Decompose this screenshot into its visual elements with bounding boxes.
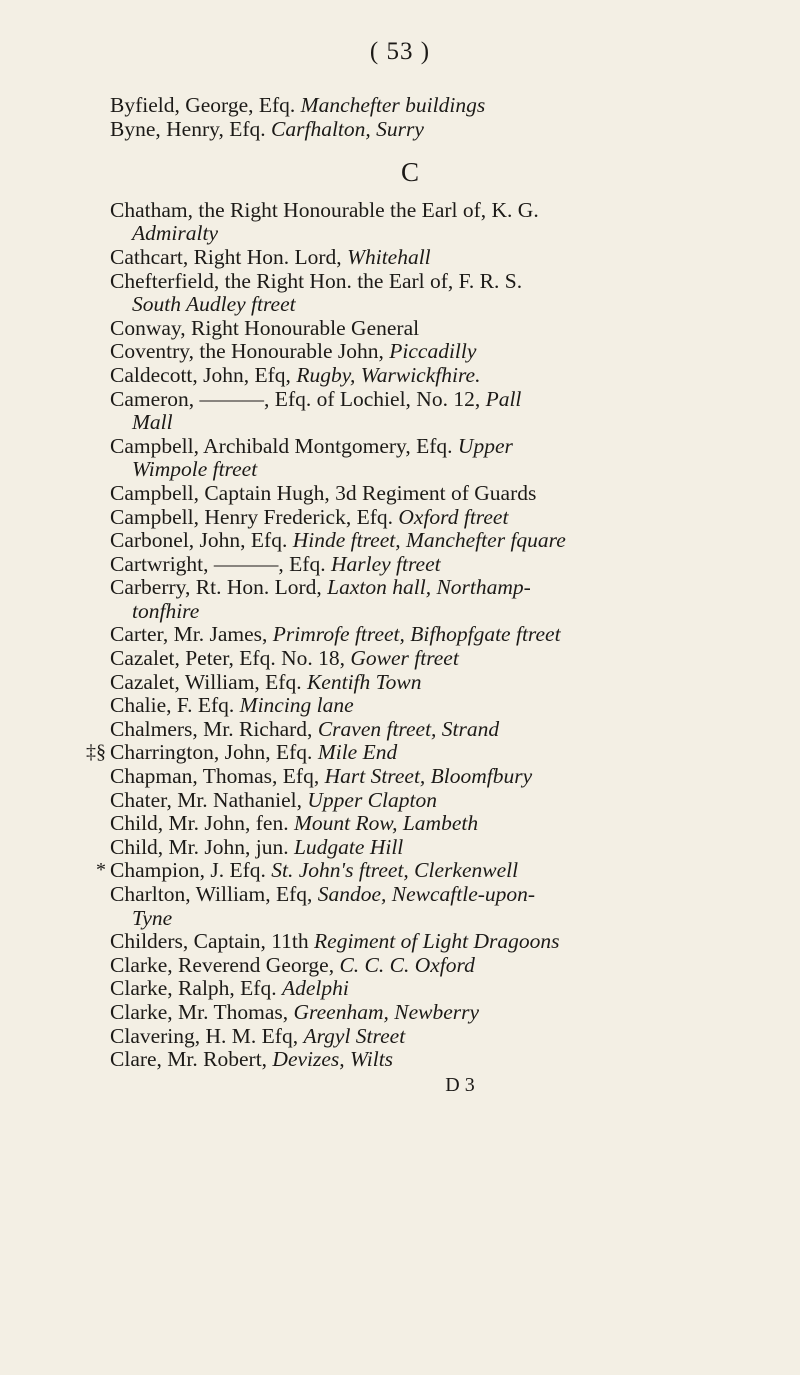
list-item — [110, 482, 750, 506]
entry-name: Child, Mr. John, fen. — [110, 811, 289, 836]
top-entries — [110, 94, 750, 141]
c-entries — [86, 197, 750, 1072]
list-item — [110, 1001, 750, 1025]
list-item — [110, 977, 750, 1001]
entry-address: Hart Street, Bloomfbury — [324, 764, 533, 789]
entry-address: Hinde ftreet, Manchefter fquare — [292, 528, 566, 553]
entry-address: Laxton hall, Northamp- — [327, 575, 531, 600]
entry-address: Craven ftreet, Strand — [317, 716, 500, 741]
entry-name: Cartwright, ———, Efq. — [110, 551, 326, 576]
list-item — [86, 740, 750, 765]
list-item — [110, 388, 750, 435]
entry-name: Cathcart, Right Hon. Lord, — [110, 244, 342, 269]
entry-name: Clarke, Reverend George, — [110, 952, 335, 977]
entry-name: Chalmers, Mr. Richard, — [110, 716, 313, 741]
entry-name: Charlton, William, Efq, — [110, 882, 313, 906]
entry-address-continued: South Audley ftreet — [132, 292, 296, 317]
list-item — [96, 858, 750, 883]
entry-address: Adelphi — [281, 976, 349, 1001]
entry-marker: * — [96, 859, 106, 882]
list-item — [110, 529, 750, 553]
entry-name: Campbell, Henry Frederick, Efq. — [110, 504, 393, 529]
entry-name: Chapman, Thomas, Efq, — [110, 764, 320, 789]
entry-address: Mount Row, Lambeth — [293, 811, 479, 836]
list-item — [110, 1048, 750, 1072]
list-item — [110, 118, 750, 142]
entry-name: Clarke, Ralph, Efq. — [110, 976, 277, 1001]
list-item — [110, 647, 750, 671]
entry-name: Campbell, Archibald Montgomery, Efq. — [110, 433, 453, 458]
list-item — [110, 94, 750, 118]
list-item — [110, 812, 750, 836]
entry-name: Clare, Mr. Robert, — [110, 1047, 268, 1072]
entry-name: Cameron, ———, Efq. of Lochiel, No. 12, — [110, 386, 481, 411]
entry-address: Carfhalton, Surry — [271, 116, 424, 141]
entry-address: Piccadilly — [389, 339, 477, 364]
entry-name: Carter, Mr. James, — [110, 622, 268, 647]
entry-address: Kentifh Town — [306, 669, 422, 694]
entry-address: Devizes, Wilts — [272, 1047, 394, 1072]
entry-address: Upper Clapton — [307, 787, 437, 812]
entry-name: Conway, Right Honourable General — [110, 315, 420, 340]
entry-name: Byfield, George, Efq. — [110, 93, 296, 117]
entry-name: Clarke, Mr. Thomas, — [110, 999, 289, 1024]
entry-address: Argyl Street — [303, 1023, 406, 1048]
entry-name: Charrington, John, Efq. — [110, 740, 313, 765]
entry-name: Chalie, F. Efq. — [110, 693, 235, 718]
signature-mark: D 3 — [445, 1073, 475, 1096]
entry-address: Upper — [457, 433, 513, 458]
list-item — [110, 954, 750, 978]
entry-name: Champion, J. Efq. — [110, 858, 266, 883]
entry-name: Campbell, Captain Hugh, 3d Regiment of Guards — [110, 480, 537, 505]
entry-address: Whitehall — [347, 244, 431, 269]
entry-name: Chatham, the Right Honourable the Earl of, K. G. — [110, 197, 539, 222]
list-item — [110, 883, 750, 930]
entry-address: Sandoe, Newcaftle-upon- — [317, 882, 536, 906]
entry-address: Greenham, Newberry — [293, 999, 480, 1024]
entry-address: Pall — [485, 386, 522, 411]
entry-address-continued: Tyne — [132, 905, 173, 930]
entry-name: Byne, Henry, Efq. — [110, 116, 266, 141]
entry-address: Oxford ftreet — [398, 504, 509, 529]
entry-name: Cazalet, Peter, Efq. No. 18, — [110, 646, 345, 671]
entry-name: Carberry, Rt. Hon. Lord, — [110, 575, 322, 600]
entry-address: St. John's ftreet, Clerkenwell — [271, 858, 519, 883]
list-item — [110, 718, 750, 742]
list-item — [110, 671, 750, 695]
entry-name: Chefterfield, the Right Hon. the Earl of, F. R. S. — [110, 268, 523, 293]
list-item — [110, 435, 750, 482]
entry-address: Manchefter buildings — [300, 93, 486, 117]
list-item — [110, 364, 750, 388]
entry-name: Child, Mr. John, jun. — [110, 834, 289, 859]
entry-name: Chater, Mr. Nathaniel, — [110, 787, 302, 812]
entry-address-continued: tonfhire — [132, 598, 200, 623]
entries-list — [86, 93, 750, 1097]
list-item — [110, 553, 750, 577]
list-item — [110, 623, 750, 647]
list-item — [110, 836, 750, 860]
list-item — [110, 246, 750, 270]
entry-address: Primrofe ftreet, Bifhopfgate ftreet — [272, 622, 561, 647]
entry-address: C. C. C. Oxford — [339, 952, 475, 977]
list-item — [110, 694, 750, 718]
entry-name: Caldecott, John, Efq, — [110, 362, 291, 387]
list-item — [110, 317, 750, 341]
list-item — [110, 789, 750, 813]
entry-name: Cazalet, William, Efq. — [110, 669, 302, 694]
entry-name: Clavering, H. M. Efq, — [110, 1023, 299, 1048]
entry-address: Mincing lane — [239, 693, 354, 718]
entry-marker: ‡§ — [86, 741, 106, 764]
entry-address-continued: Wimpole ftreet — [132, 457, 258, 482]
list-item — [110, 576, 750, 623]
list-item — [110, 340, 750, 364]
entry-address: Mile End — [317, 740, 398, 765]
entry-address-continued: Admiralty — [132, 221, 218, 246]
entry-address: Harley ftreet — [330, 551, 441, 576]
list-item — [110, 199, 750, 246]
list-item — [110, 765, 750, 789]
entry-address: Gower ftreet — [350, 646, 459, 671]
list-item — [110, 1025, 750, 1049]
list-item — [110, 270, 750, 317]
list-item — [110, 506, 750, 530]
entry-name: Childers, Captain, 11th — [110, 929, 309, 954]
section-letter: C — [400, 157, 419, 188]
page-number: ( 53 ) — [369, 38, 431, 65]
entry-address: Regiment of Light Dragoons — [314, 929, 560, 954]
entry-address: Ludgate Hill — [293, 834, 404, 859]
entry-name: Carbonel, John, Efq. — [110, 528, 288, 553]
list-item — [110, 930, 750, 954]
entry-name: Coventry, the Honourable John, — [110, 339, 384, 364]
entry-address-continued: Mall — [132, 410, 173, 435]
entry-address: Rugby, Warwickfhire. — [296, 362, 481, 387]
